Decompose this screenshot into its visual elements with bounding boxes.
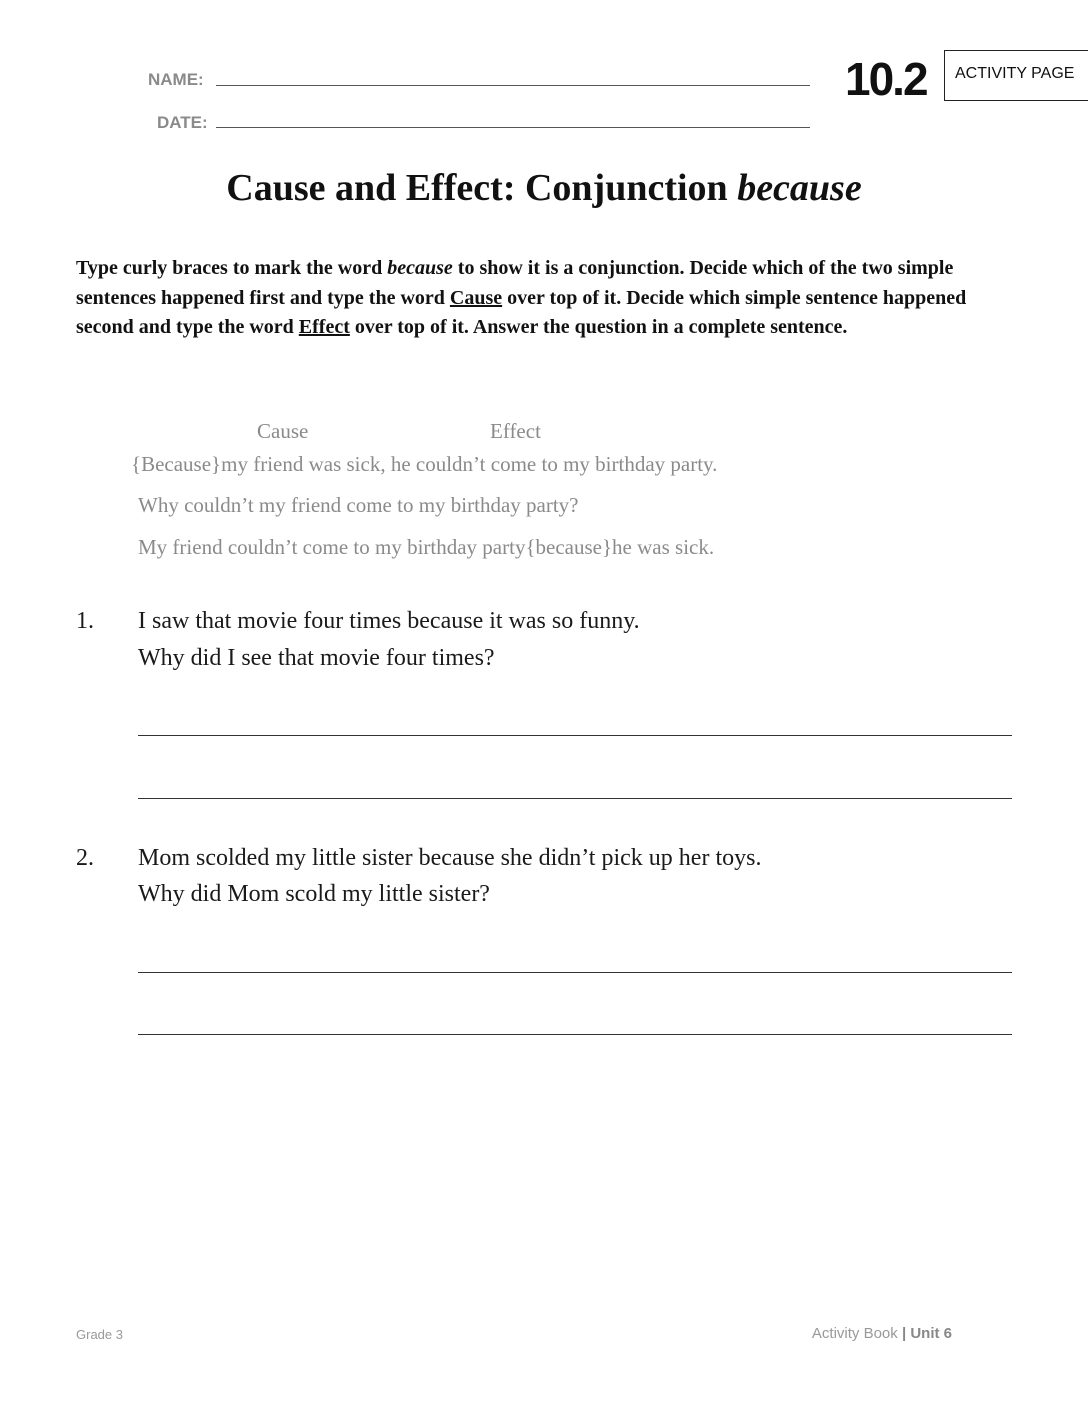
instructions-effect: Effect bbox=[298, 316, 350, 338]
name-label: NAME: bbox=[148, 70, 204, 89]
name-field-line[interactable] bbox=[216, 85, 810, 86]
activity-page-box bbox=[944, 50, 1088, 101]
question-2-answer-line-1[interactable] bbox=[138, 972, 1012, 973]
instructions-part-4: over top of it. Answer the question in a complete sentence. bbox=[349, 316, 848, 338]
example-cause-label: Cause bbox=[257, 419, 309, 443]
page-title bbox=[0, 166, 1088, 210]
footer-grade: Grade 3 bbox=[76, 1327, 123, 1342]
date-field-line[interactable] bbox=[216, 127, 810, 128]
question-2-prompt: Why did Mom scold my little sister? bbox=[138, 881, 490, 907]
example-question: Why couldn’t my friend come to my birthday party? bbox=[138, 493, 579, 517]
activity-page-label: ACTIVITY PAGE bbox=[955, 65, 1075, 82]
footer-book: Activity Book bbox=[811, 1325, 898, 1342]
footer-unit: Unit 6 bbox=[910, 1325, 952, 1342]
instructions-cause: Cause bbox=[449, 286, 503, 309]
question-1-sentence: I saw that movie four times because it was so funny. bbox=[138, 608, 640, 634]
page-number: 10.2 bbox=[845, 53, 927, 105]
title-italic: because bbox=[737, 167, 862, 209]
instructions-part-3: over top of it. Decide which simple sentence happened second and type the word bbox=[76, 286, 967, 338]
footer-book-unit bbox=[812, 1325, 952, 1342]
instructions-part-1: Type curly braces to mark the word bbox=[76, 257, 388, 279]
footer-separator: | bbox=[897, 1325, 911, 1342]
example-answer: My friend couldn’t come to my birthday party{because}he was sick. bbox=[138, 535, 715, 559]
question-1-answer-line-2[interactable] bbox=[138, 798, 1012, 799]
instructions-because: because bbox=[387, 257, 453, 279]
question-2-answer-line-2[interactable] bbox=[138, 1034, 1012, 1035]
question-2-sentence: Mom scolded my little sister because she didn’t pick up her toys. bbox=[138, 845, 762, 871]
question-1-answer-line-1[interactable] bbox=[138, 735, 1012, 736]
date-label: DATE: bbox=[157, 113, 208, 132]
question-1-prompt: Why did I see that movie four times? bbox=[138, 645, 495, 671]
example-effect-label: Effect bbox=[490, 419, 541, 443]
title-main: Cause and Effect: Conjunction bbox=[226, 167, 738, 209]
question-2-number: 2. bbox=[76, 845, 94, 871]
instructions-part-2: to show it is a conjunction. Decide which of the two simple sentences happened first and type the word bbox=[76, 257, 954, 309]
instructions bbox=[76, 254, 976, 343]
question-1-number: 1. bbox=[76, 608, 94, 634]
example-sentence: {Because}my friend was sick, he couldn’t come to my birthday party. bbox=[131, 452, 718, 476]
